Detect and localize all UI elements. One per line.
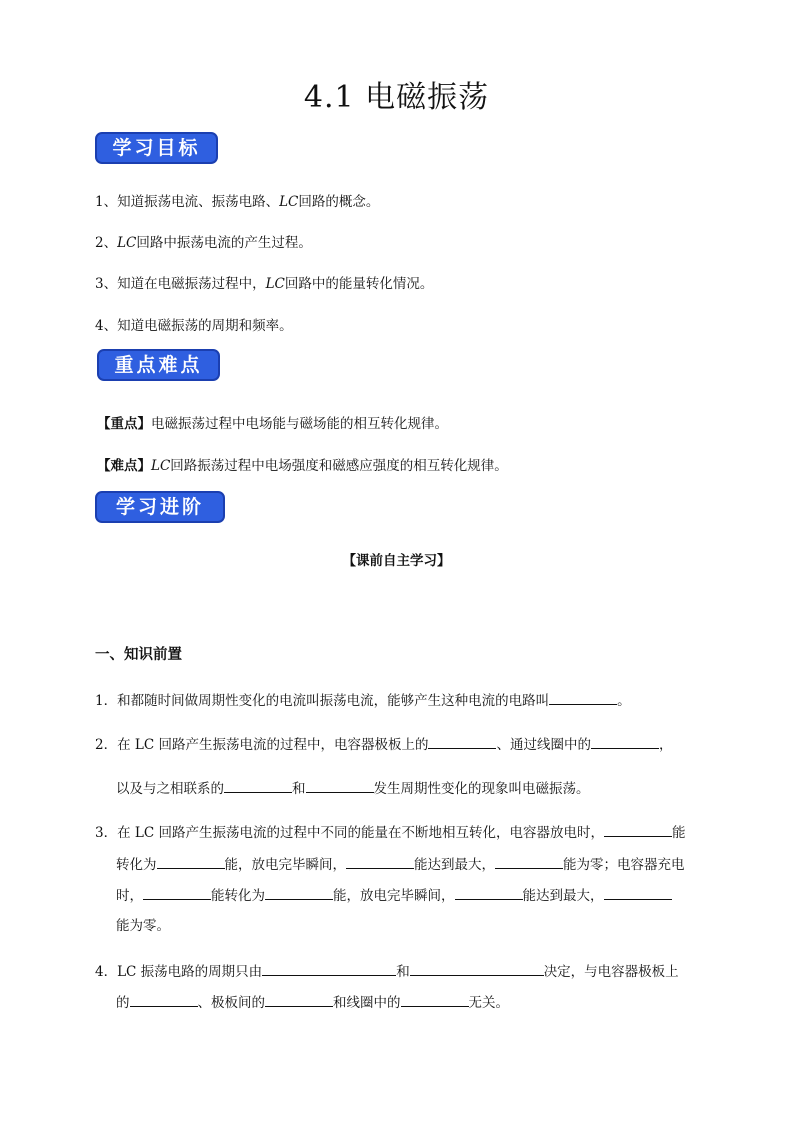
q2-blank-1[interactable] [428, 734, 496, 749]
difficult-point-lc: LC [151, 458, 171, 474]
q4-text-2c: 和线圈中的 [333, 995, 401, 1011]
q2-text-1c: ， [658, 737, 673, 753]
q3-text-4a: 能为零。 [116, 918, 170, 934]
objective-2-prefix: 2、 [95, 235, 118, 251]
q1-blank-1[interactable] [549, 690, 617, 705]
knowledge-heading: 一、知识前置 [95, 646, 182, 663]
objective-1 [95, 190, 379, 210]
q4-blank-5[interactable] [401, 992, 469, 1007]
key-point [97, 412, 448, 432]
keypoints-badge: 重点难点 [97, 349, 220, 381]
q3-blank-8[interactable] [604, 885, 672, 900]
question-3-line-1 [95, 821, 685, 841]
question-2-line-2 [116, 777, 590, 797]
page-title: 4.1 电磁振荡 [303, 80, 490, 115]
difficult-point-label: 【难点】 [97, 458, 151, 474]
progress-badge: 学习进阶 [95, 491, 225, 523]
objective-4-prefix: 4、知道电磁振荡的周期和频率。 [95, 318, 293, 334]
objective-3-prefix: 3、知道在电磁振荡过程中， [95, 276, 266, 292]
q2-text-2b: 和 [292, 781, 306, 797]
q2-blank-2[interactable] [591, 734, 659, 749]
q4-blank-4[interactable] [265, 992, 333, 1007]
question-4-line-1 [95, 960, 679, 980]
q4-blank-2[interactable] [410, 961, 544, 976]
q3-blank-6[interactable] [265, 885, 333, 900]
difficult-point-text: 回路振荡过程中电场强度和磁感应强度的相互转化规律。 [170, 458, 508, 474]
objective-2 [95, 231, 312, 251]
objective-1-lc: LC [279, 194, 299, 210]
q1-text-b: 。 [617, 693, 631, 709]
q3-text-2b: 能，放电完毕瞬间， [224, 857, 346, 873]
q3-blank-1[interactable] [604, 822, 672, 837]
question-3-line-2 [116, 853, 685, 873]
objective-3 [95, 272, 433, 292]
q3-blank-4[interactable] [495, 854, 563, 869]
q3-text-1a: 3．在 LC 回路产生振荡电流的过程中不同的能量在不断地相互转化，电容器放电时， [95, 825, 604, 841]
q4-text-2d: 无关。 [468, 995, 509, 1011]
question-1 [95, 689, 631, 709]
objective-1-suffix: 回路的概念。 [298, 194, 380, 210]
question-3-line-3 [116, 884, 672, 904]
question-3-line-4 [116, 914, 170, 934]
objective-4 [95, 314, 293, 334]
q2-text-2a: 以及与之相联系的 [116, 781, 224, 797]
q3-blank-7[interactable] [455, 885, 523, 900]
objective-3-suffix: 回路中的能量转化情况。 [284, 276, 434, 292]
q3-blank-3[interactable] [346, 854, 414, 869]
q3-text-2c: 能达到最大， [414, 857, 495, 873]
q4-text-1a: 4．LC 振荡电路的周期只由 [95, 964, 263, 980]
q3-text-3a: 时， [116, 888, 143, 904]
q3-text-3b: 能转化为 [211, 888, 265, 904]
objective-2-suffix: 回路中振荡电流的产生过程。 [136, 235, 312, 251]
question-2-line-1 [95, 733, 672, 753]
q3-text-1b: 能 [671, 825, 686, 841]
q2-blank-4[interactable] [306, 778, 374, 793]
question-4-line-2 [116, 991, 509, 1011]
q3-text-2a: 转化为 [116, 857, 157, 873]
q2-text-1a: 2．在 LC 回路产生振荡电流的过程中，电容器极板上的 [95, 737, 429, 753]
q4-blank-1[interactable] [262, 961, 396, 976]
self-study-heading: 【课前自主学习】 [342, 553, 451, 569]
q4-text-1b: 和 [396, 964, 410, 980]
objective-3-lc: LC [265, 276, 285, 292]
q3-blank-5[interactable] [143, 885, 211, 900]
q4-blank-3[interactable] [130, 992, 198, 1007]
q3-text-3d: 能达到最大， [522, 888, 604, 904]
q1-text-a: 1．和都随时间做周期性变化的电流叫振荡电流，能够产生这种电流的电路叫 [95, 693, 550, 709]
q3-text-3c: 能，放电完毕瞬间， [333, 888, 455, 904]
q2-text-2c: 发生周期性变化的现象叫电磁振荡。 [373, 781, 590, 797]
q4-text-2b: 、极板间的 [197, 995, 265, 1011]
q4-text-1c: 决定，与电容器极板上 [543, 964, 679, 980]
q4-text-2a: 的 [116, 995, 130, 1011]
objective-1-prefix: 1、知道振荡电流、振荡电路、 [95, 194, 280, 210]
key-point-label: 【重点】 [97, 416, 151, 432]
difficult-point [97, 454, 508, 474]
q3-blank-2[interactable] [157, 854, 225, 869]
q2-text-1b: 、通过线圈中的 [496, 737, 591, 753]
q2-blank-3[interactable] [224, 778, 292, 793]
objectives-badge: 学习目标 [95, 132, 218, 164]
key-point-text: 电磁振荡过程中电场能与磁场能的相互转化规律。 [151, 416, 448, 432]
objective-2-lc: LC [117, 235, 137, 251]
q3-text-2d: 能为零；电容器充电 [563, 857, 685, 873]
